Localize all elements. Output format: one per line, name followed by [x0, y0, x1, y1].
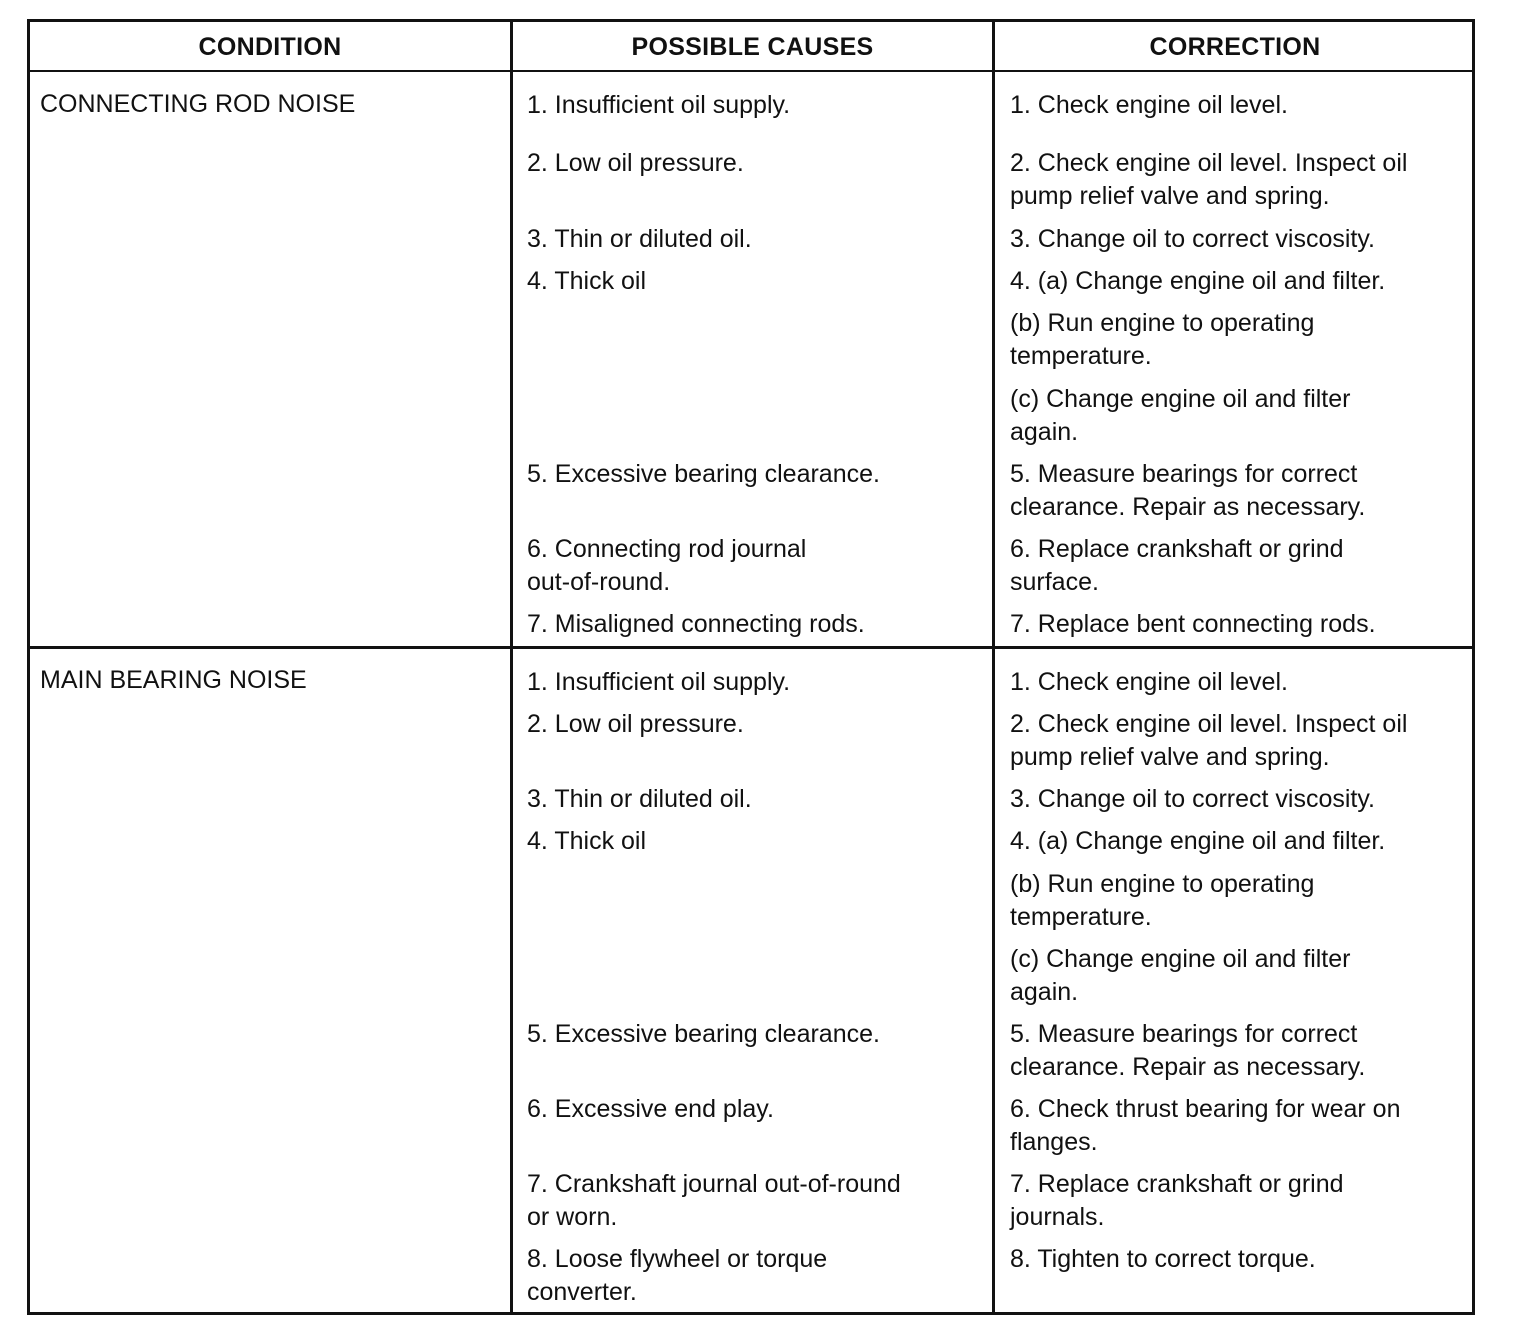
cause-item: 8. Loose flywheel or torque converter. [527, 1245, 828, 1306]
correction-item: 1. Check engine oil level. [1010, 91, 1288, 119]
correction-item: 1. Check engine oil level. [1010, 668, 1288, 696]
cause-item: 4. Thick oil [527, 827, 647, 855]
correction-item: 5. Measure bearings for correct clearance. Repair as necessary. [1010, 460, 1366, 521]
cause-item: 2. Low oil pressure. [527, 149, 744, 177]
correction-item: (b) Run engine to operating temperature. [1010, 309, 1315, 370]
correction-item: 3. Change oil to correct viscosity. [1010, 785, 1375, 813]
correction-item: 2. Check engine oil level. Inspect oil pump relief valve and spring. [1010, 710, 1408, 771]
correction-item: 5. Measure bearings for correct clearance. Repair as necessary. [1010, 1020, 1366, 1081]
header-correction: CORRECTION [1149, 32, 1321, 61]
troubleshooting-table [27, 19, 1475, 1315]
cause-item: 7. Crankshaft journal out-of-round or worn. [527, 1170, 901, 1231]
cause-item: 7. Misaligned connecting rods. [527, 610, 865, 638]
correction-item: 7. Replace bent connecting rods. [1010, 610, 1376, 638]
cause-item: 1. Insufficient oil supply. [527, 668, 791, 696]
condition-main-bearing-noise: MAIN BEARING NOISE [40, 666, 307, 694]
cause-item: 3. Thin or diluted oil. [527, 225, 752, 253]
cause-item: 5. Excessive bearing clearance. [527, 460, 880, 488]
header-possible-causes: POSSIBLE CAUSES [631, 32, 874, 61]
cause-item: 4. Thick oil [527, 267, 647, 295]
correction-item: 2. Check engine oil level. Inspect oil pump relief valve and spring. [1010, 149, 1408, 210]
correction-item: 6. Replace crankshaft or grind surface. [1010, 535, 1344, 596]
section-divider [30, 646, 1472, 649]
correction-item: (b) Run engine to operating temperature. [1010, 870, 1315, 931]
correction-item: 4. (a) Change engine oil and filter. [1010, 827, 1386, 855]
cause-item: 6. Connecting rod journal out-of-round. [527, 535, 807, 596]
cause-item: 3. Thin or diluted oil. [527, 785, 752, 813]
correction-item: (c) Change engine oil and filter again. [1010, 385, 1351, 446]
column-divider-2 [992, 22, 995, 1312]
cause-item: 1. Insufficient oil supply. [527, 91, 791, 119]
correction-item: 7. Replace crankshaft or grind journals. [1010, 1170, 1344, 1231]
correction-item: 4. (a) Change engine oil and filter. [1010, 267, 1386, 295]
correction-item: (c) Change engine oil and filter again. [1010, 945, 1351, 1006]
cause-item: 6. Excessive end play. [527, 1095, 774, 1123]
correction-item: 8. Tighten to correct torque. [1010, 1245, 1316, 1273]
cause-item: 2. Low oil pressure. [527, 710, 744, 738]
correction-item: 3. Change oil to correct viscosity. [1010, 225, 1375, 253]
column-divider-1 [510, 22, 513, 1312]
header-condition: CONDITION [198, 32, 342, 61]
cause-item: 5. Excessive bearing clearance. [527, 1020, 880, 1048]
condition-connecting-rod-noise: CONNECTING ROD NOISE [40, 90, 356, 118]
correction-item: 6. Check thrust bearing for wear on flanges. [1010, 1095, 1401, 1156]
